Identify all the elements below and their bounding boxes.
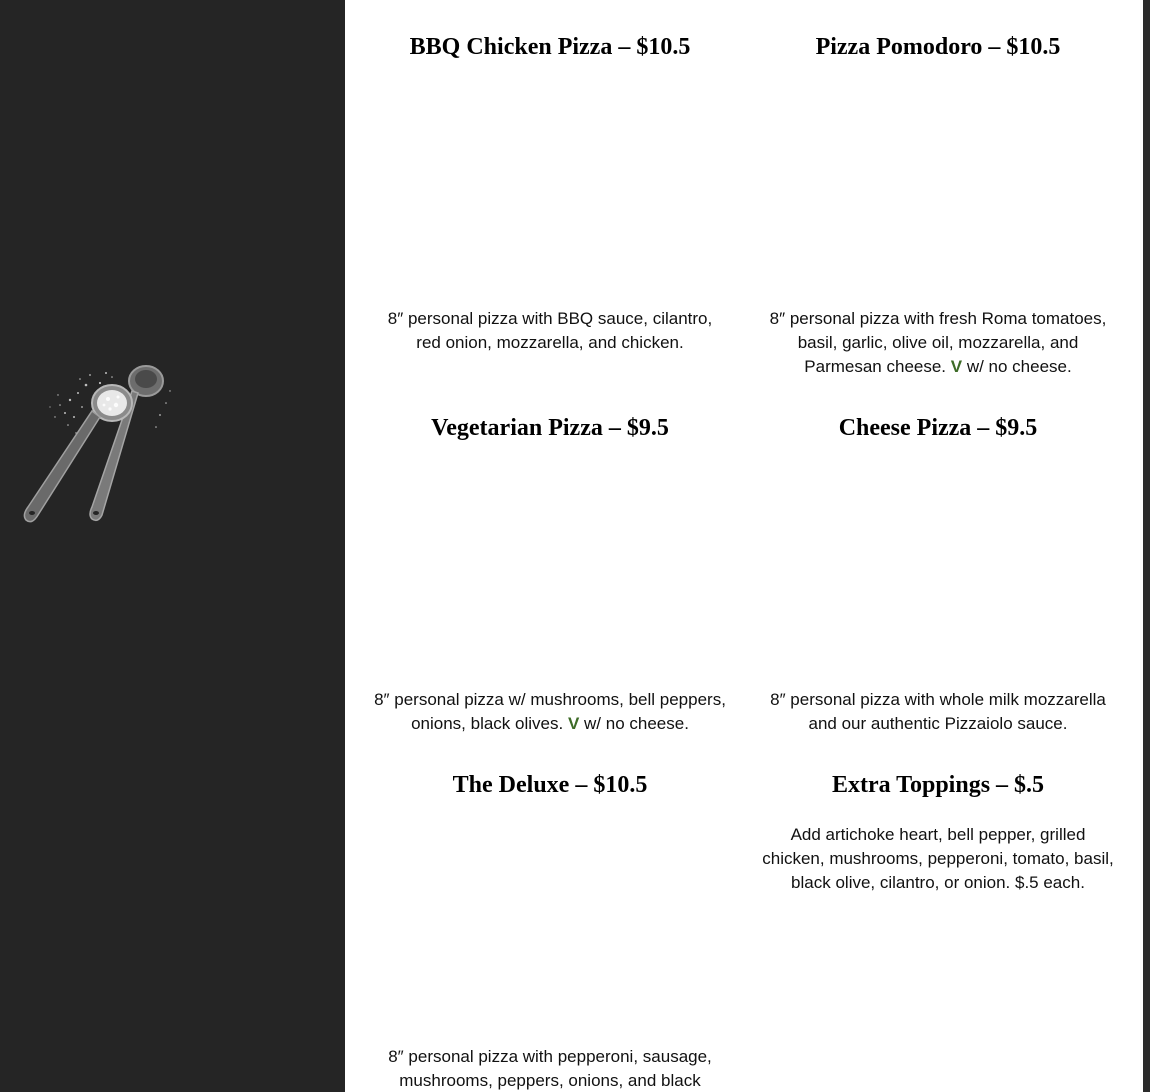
description-line: and our authentic Pizzaiolo sauce.	[808, 714, 1068, 733]
description-line: onions, black olives.	[411, 714, 568, 733]
page-edge	[1143, 0, 1150, 1092]
menu-item-description	[753, 823, 1123, 895]
description-line: 8″ personal pizza with fresh Roma tomatoes,	[769, 309, 1107, 328]
menu-item-extra-toppings	[753, 770, 1123, 800]
sidebar-panel	[0, 0, 345, 1092]
description-line: mushrooms, peppers, onions, and black	[399, 1071, 701, 1090]
menu-item-description	[753, 307, 1123, 379]
menu-content	[345, 0, 1143, 1092]
menu-item-description	[753, 688, 1123, 736]
menu-item-pizza-pomodoro	[753, 32, 1123, 62]
menu-item-title: Extra Toppings – $.5	[831, 772, 1045, 798]
description-line: chicken, mushrooms, pepperoni, tomato, basil,	[762, 849, 1114, 868]
description-line: 8″ personal pizza with whole milk mozzarella	[770, 690, 1106, 709]
menu-item-vegetarian	[365, 413, 735, 443]
menu-item-title: The Deluxe – $10.5	[452, 772, 648, 798]
description-line: black olive, cilantro, or onion. $.5 each.	[791, 873, 1085, 892]
description-line: Parmesan cheese.	[804, 357, 951, 376]
description-line: red onion, mozzarella, and chicken.	[416, 333, 684, 352]
description-line: Add artichoke heart, bell pepper, grilled	[790, 825, 1086, 844]
description-line: w/ no cheese.	[962, 357, 1072, 376]
menu-item-deluxe	[365, 770, 735, 800]
vegan-mark: V	[950, 357, 963, 376]
description-line: basil, garlic, olive oil, mozzarella, and	[797, 333, 1079, 352]
vegan-mark: V	[567, 714, 580, 733]
description-line: w/ no cheese.	[579, 714, 689, 733]
menu-item-title: BBQ Chicken Pizza – $10.5	[409, 34, 691, 60]
menu-item-description	[365, 1045, 735, 1092]
measuring-spoons-icon	[20, 355, 190, 535]
menu-item-bbq-chicken	[365, 32, 735, 62]
menu-item-description	[365, 307, 735, 355]
menu-item-description	[365, 688, 735, 736]
description-line: 8″ personal pizza with pepperoni, sausage,	[388, 1047, 712, 1066]
menu-item-title: Pizza Pomodoro – $10.5	[815, 34, 1061, 60]
menu-item-title: Vegetarian Pizza – $9.5	[431, 415, 669, 441]
menu-item-cheese	[753, 413, 1123, 443]
menu-item-title: Cheese Pizza – $9.5	[838, 415, 1038, 441]
description-line: 8″ personal pizza with BBQ sauce, cilantro,	[387, 309, 713, 328]
description-line: 8″ personal pizza w/ mushrooms, bell peppers,	[374, 690, 726, 709]
